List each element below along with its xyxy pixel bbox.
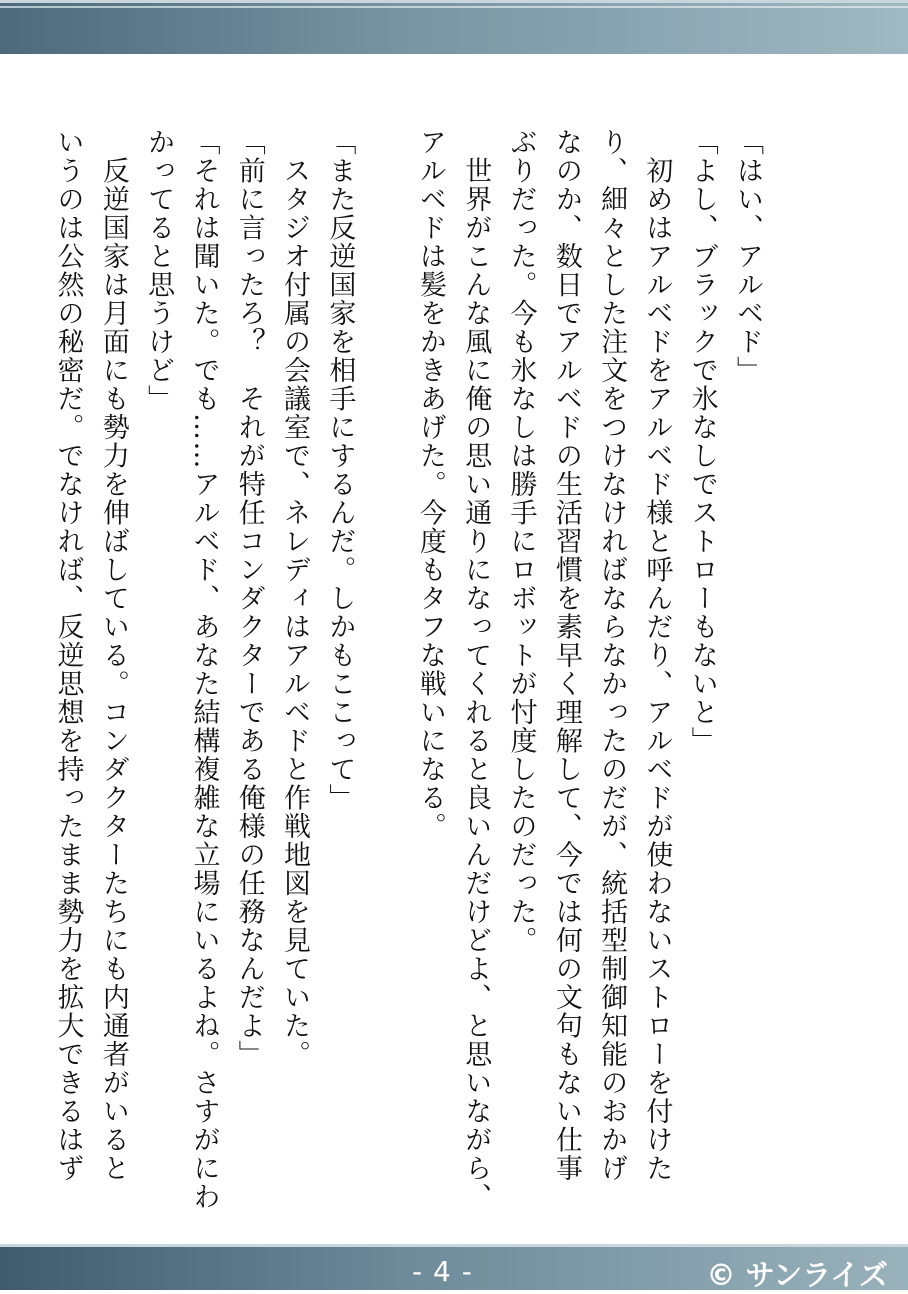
page-number: - 4 -	[412, 1255, 473, 1288]
text-line: 世界がこんな風に俺の思い通りになってくれると良いんだけどよ、と思いながら、	[460, 128, 492, 1211]
text-line: ぶりだった。今も氷なしは勝手にロボットが忖度したのだった。	[505, 128, 537, 955]
footer-band	[0, 1244, 908, 1290]
text-line: いうのは公然の秘密だ。でなければ、反逆思想を持ったまま勢力を拡大できるはず	[52, 128, 84, 1183]
body-text-area	[52, 128, 770, 1211]
text-line: 「また反逆国家を相手にするんだ。しかもここって」	[324, 128, 356, 812]
vertical-text-column	[45, 128, 770, 1211]
text-line: アルベドは髪をかきあげた。今度もタフな戦いになる。	[414, 128, 446, 841]
text-line: り、細々とした注文をつけなければならなかったのだが、統括型制御知能のおかげ	[596, 128, 628, 1183]
header-band	[0, 0, 908, 54]
text-line: 「前に言ったろ？ それが特任コンダクターである俺様の任務なんだよ」	[233, 128, 265, 1069]
copyright-notice: © サンライズ	[706, 1258, 888, 1292]
text-line: スタジオ付属の会議室で、ネレディはアルベドと作戦地図を見ていた。	[279, 128, 311, 1069]
text-line: 「はい、アルベド」	[732, 128, 763, 385]
text-line: 初めはアルベドをアルベド様と呼んだり、アルベドが使わないストローを付けた	[641, 128, 673, 1183]
text-line: なのか、数日でアルベドの生活習慣を素早く理解して、今では何の文句もない仕事	[550, 128, 582, 1183]
text-line: 反逆国家は月面にも勢力を伸ばしている。コンダクターたちにも内通者がいると	[97, 128, 129, 1183]
blank-line	[362, 128, 407, 1198]
text-line: 「それは聞いた。でも……アルベド、あなた結構複雑な立場にいるよね。さすがにわ	[188, 128, 220, 1211]
text-line: かってると思うけど」	[143, 128, 175, 413]
text-line: 「よし、ブラックで氷なしでストローもないと」	[686, 128, 718, 755]
